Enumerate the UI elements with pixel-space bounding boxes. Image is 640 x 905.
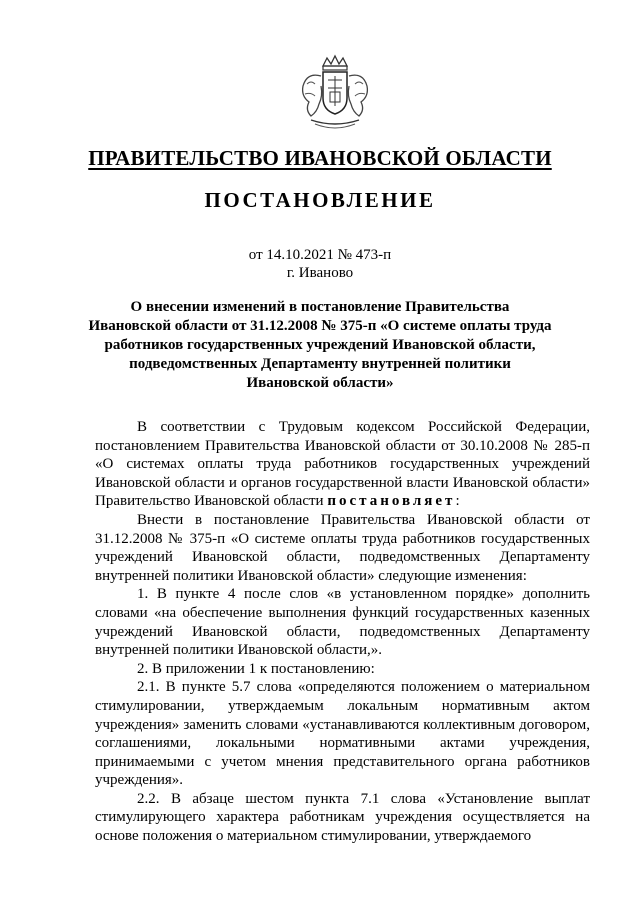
body-paragraph: Внести в постановление Правительства Ивановской области от 31.12.2008 № 375-п «О системе оплаты труда работников государственных учреждений Ивановской области, подведомственных Департаменту внутренней политики Ивановской области» следующие изменения: — [95, 511, 590, 584]
preamble-text: В соответствии с Трудовым кодексом Российской Федерации, постановлением Правительства Ивановской области от 30.10.2008 № 285-п «О системах оплаты труда работников государственных учреждений Ивановской области и органов государственной власти Ивановской области» Правительство Ивановской области — [95, 419, 590, 510]
resolves-word: постановляет — [327, 493, 456, 510]
date-number: от 14.10.2021 № 473-п — [248, 247, 392, 263]
government-title: ПРАВИТЕЛЬСТВО ИВАНОВСКОЙ ОБЛАСТИ — [88, 146, 552, 170]
body-paragraph: 2.2. В абзаце шестом пункта 7.1 слова «Установление выплат стимулирующего характера работникам учреждения осуществляется на основе положения о материальном стимулировании, утверждаемого — [95, 790, 590, 845]
subject-line: подведомственных Департаменту внутренней политики — [129, 356, 511, 372]
city: г. Иваново — [286, 265, 354, 281]
document-body — [95, 418, 590, 846]
subject-line: Ивановской области от 31.12.2008 № 375-п «О системе оплаты труда — [88, 318, 552, 334]
subject-line: О внесении изменений в постановление Правительства — [130, 299, 510, 315]
body-paragraph: 2.1. В пункте 5.7 слова «определяются положением о материальном стимулировании, утверждаемым локальным нормативным актом учреждения» заменить словами «устанавливаются коллективным договором, соглашениями, локальными нормативными актами учреждения, принимаемыми с учетом мнения представительного органа работников учреждения». — [95, 679, 590, 789]
preamble-paragraph — [95, 418, 590, 511]
document-subject — [80, 298, 560, 393]
subject-line: Ивановской области» — [246, 375, 394, 391]
subject-line: работников государственных учреждений Ивановской области, — [104, 337, 536, 353]
body-paragraph: 2. В приложении 1 к постановлению: — [137, 660, 375, 677]
coat-of-arms-icon — [293, 50, 377, 134]
resolves-colon: : — [455, 493, 460, 510]
body-paragraph: 1. В пункте 4 после слов «в установленном порядке» дополнить словами «на обеспечение выполнения функций государственных казенных учреждений Ивановской области, подведомственных Департаменту внутренней политики Ивановской области,». — [95, 586, 590, 659]
document-type-title: ПОСТАНОВЛЕНИЕ — [204, 188, 436, 212]
